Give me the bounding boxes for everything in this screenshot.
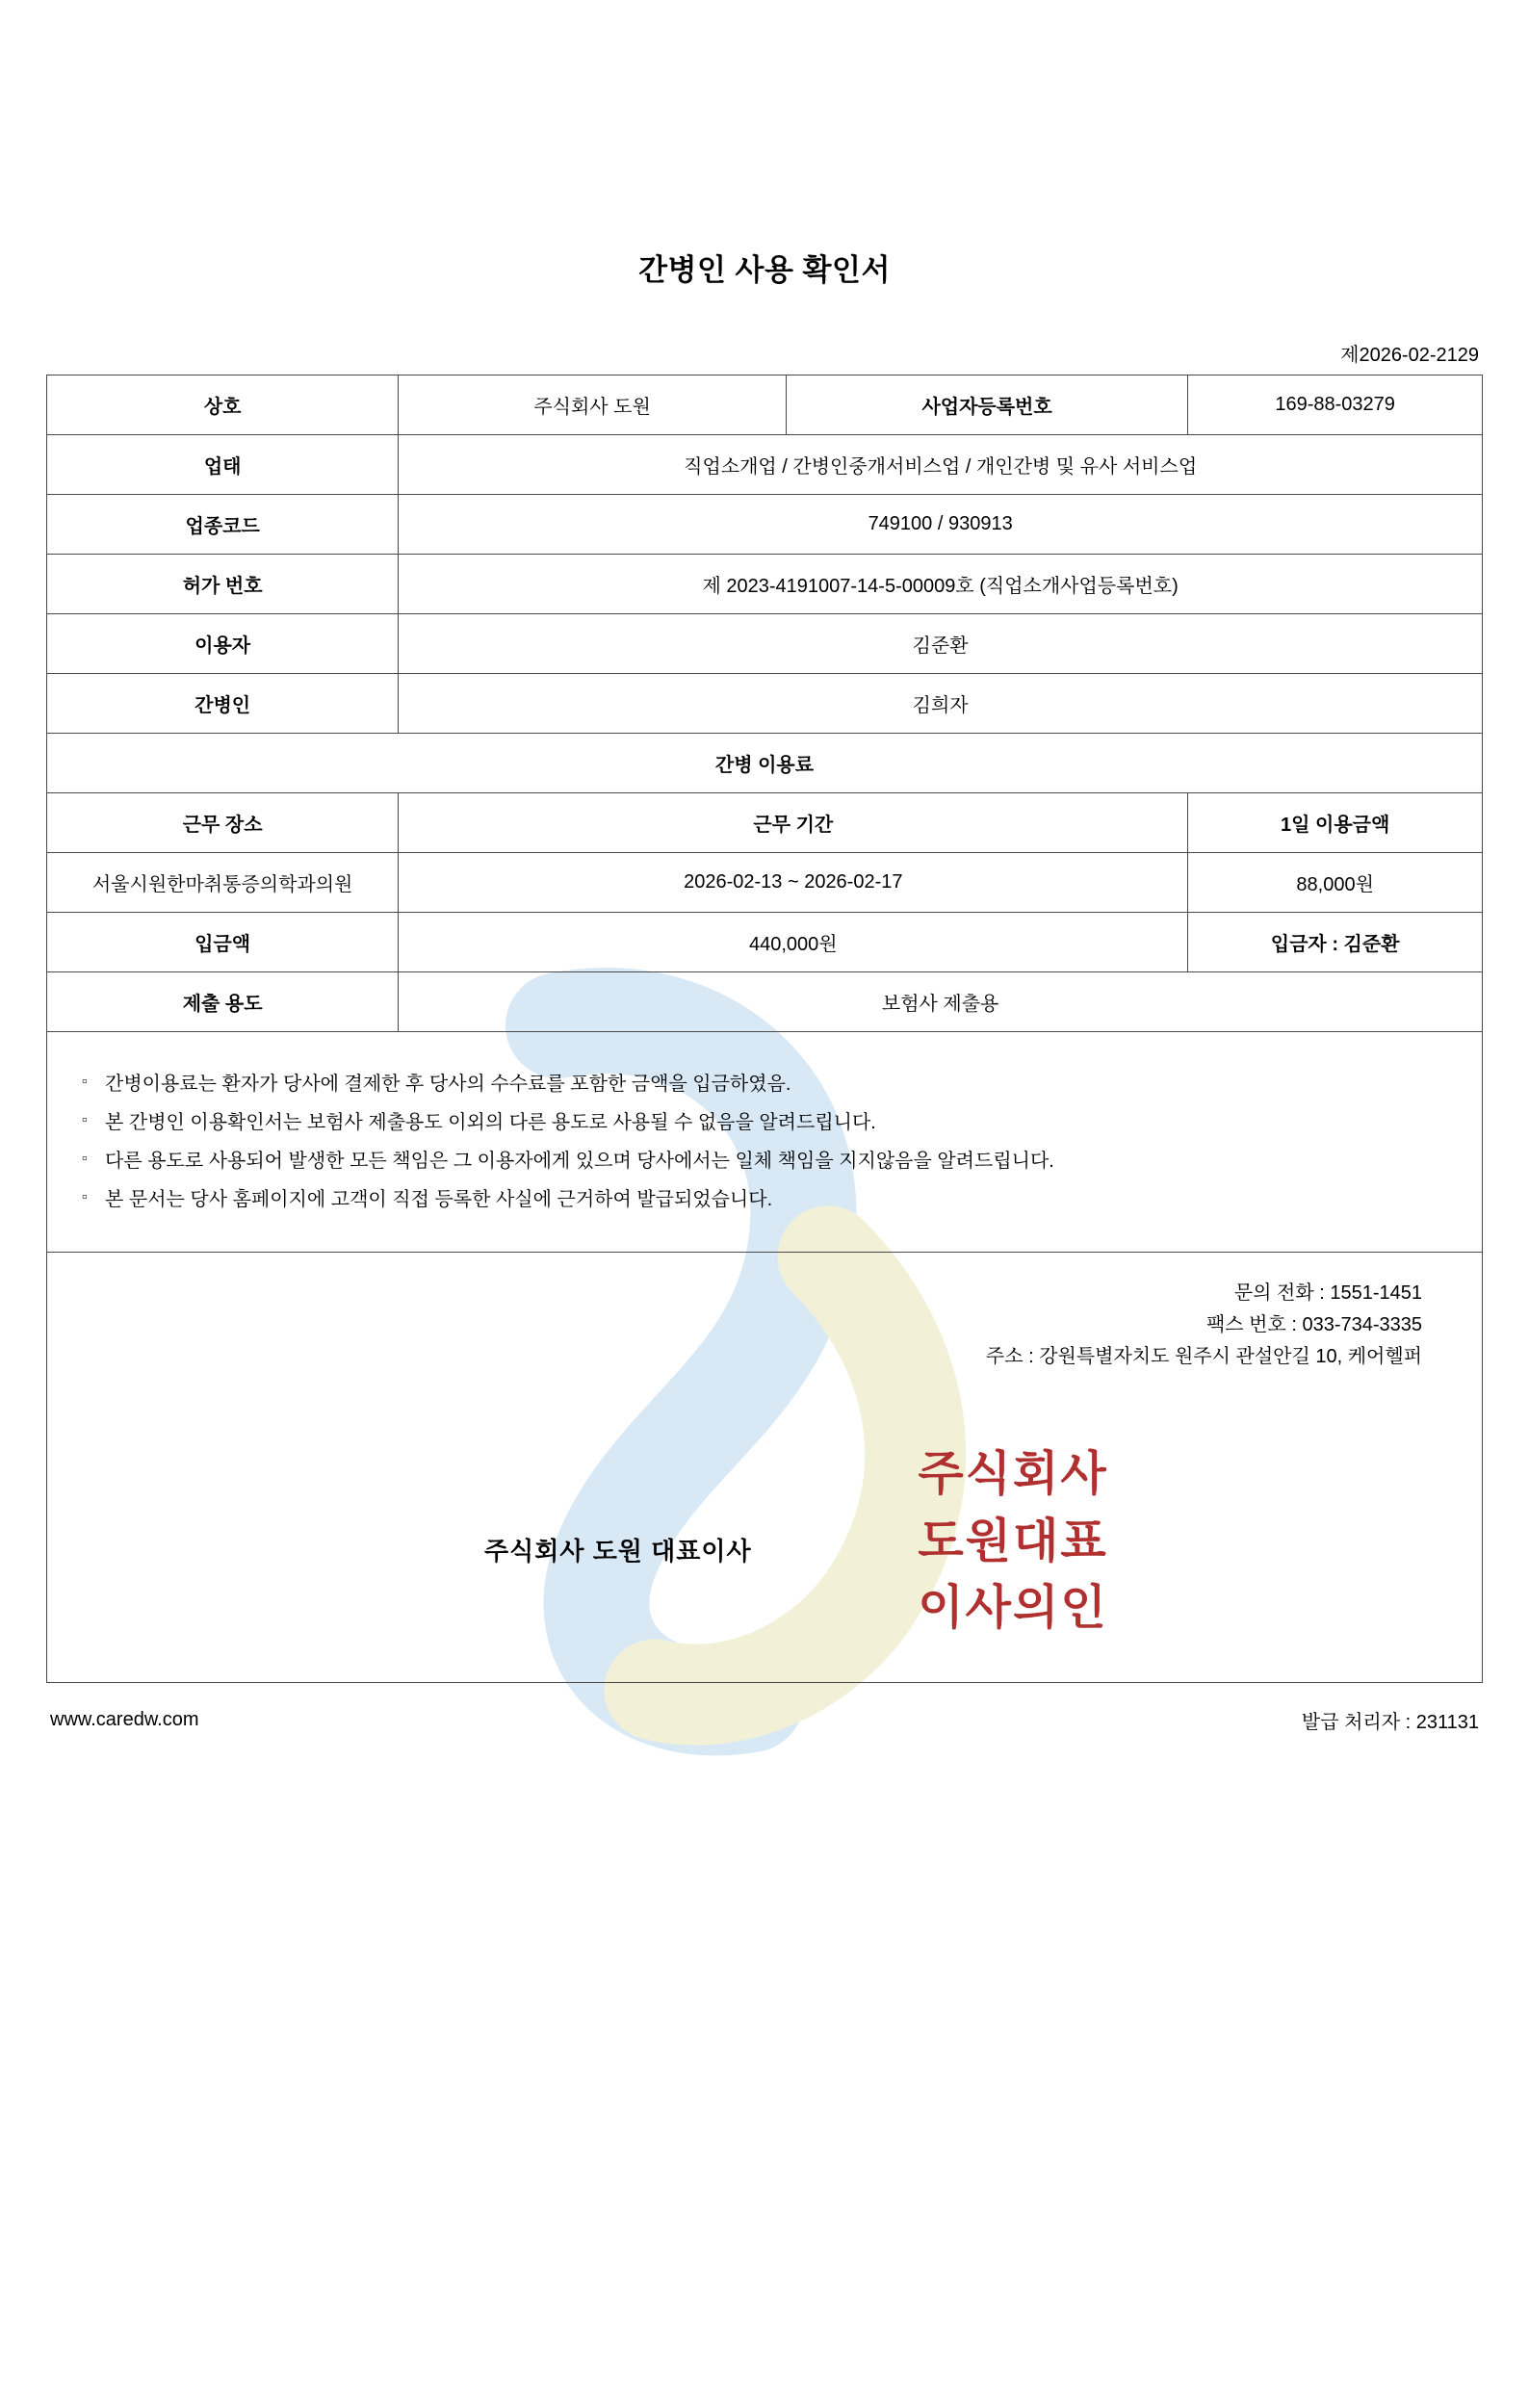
purpose-value: 보험사 제출용 — [399, 972, 1483, 1032]
row-label-company: 상호 — [47, 375, 399, 435]
purpose-label: 제출 용도 — [47, 972, 399, 1032]
row-label-industry: 업태 — [47, 435, 399, 495]
fee-header-place: 근무 장소 — [47, 793, 399, 853]
row-label-caregiver: 간병인 — [47, 674, 399, 734]
row-label-user: 이용자 — [47, 614, 399, 674]
signature-name: 주식회사 도원 대표이사 — [484, 1537, 752, 1566]
row-label-biznum: 사업자등록번호 — [786, 375, 1187, 435]
row-label-industry-code: 업종코드 — [47, 495, 399, 555]
company-seal-stamp — [898, 1431, 1127, 1650]
notes-list — [80, 1065, 1457, 1219]
row-value-biznum: 169-88-03279 — [1188, 375, 1483, 435]
fee-value-period: 2026-02-13 ~ 2026-02-17 — [399, 853, 1188, 913]
deposit-label: 입금액 — [47, 913, 399, 972]
notes-cell — [47, 1032, 1483, 1253]
purpose-row — [47, 972, 1483, 1032]
footer-website[interactable]: www.caredw.com — [50, 1709, 199, 1730]
certificate-table — [46, 375, 1483, 1683]
fee-value-row — [47, 853, 1483, 913]
row-label-license: 허가 번호 — [47, 555, 399, 614]
list-item: ▫ 간병이용료는 환자가 당사에 결제한 후 당사의 수수료를 포함한 금액을 입금하였음. — [80, 1065, 1457, 1103]
contact-phone: 문의 전화 : 1551-1451 — [1233, 1282, 1422, 1304]
stamp-line-3: 이사의인 — [918, 1579, 1108, 1635]
signature-block — [80, 1431, 1449, 1652]
fee-header-daily: 1일 이용금액 — [1188, 793, 1483, 853]
document-number: 제2026-02-2129 — [1340, 345, 1479, 366]
contact-block — [80, 1278, 1449, 1373]
table-row — [47, 555, 1483, 614]
fee-header-period: 근무 기간 — [399, 793, 1188, 853]
contact-signature-cell — [47, 1253, 1483, 1683]
row-value-user: 김준환 — [399, 614, 1483, 674]
stamp-line-2: 도원대표 — [918, 1513, 1108, 1568]
stamp-line-1: 주식회사 — [918, 1446, 1108, 1502]
table-row — [47, 375, 1483, 435]
page-title: 간병인 사용 확인서 — [638, 253, 891, 287]
document-page — [0, 246, 1529, 2408]
fee-value-place: 서울시원한마취통증의학과의원 — [47, 853, 399, 913]
fee-section-header-row — [47, 734, 1483, 793]
row-value-license: 제 2023-4191007-14-5-00009호 (직업소개사업등록번호) — [399, 555, 1483, 614]
contact-address: 주소 : 강원특별자치도 원주시 관설안길 10, 케어헬퍼 — [985, 1346, 1422, 1367]
table-row — [47, 674, 1483, 734]
notes-row — [47, 1032, 1483, 1253]
row-value-industry-code: 749100 / 930913 — [399, 495, 1483, 555]
row-value-caregiver: 김희자 — [399, 674, 1483, 734]
row-value-industry: 직업소개업 / 간병인중개서비스업 / 개인간병 및 유사 서비스업 — [399, 435, 1483, 495]
contact-fax: 팩스 번호 : 033-734-3335 — [1205, 1314, 1422, 1335]
fee-section-title: 간병 이용료 — [47, 734, 1483, 793]
page-footer — [46, 1683, 1483, 1734]
contact-signature-row — [47, 1253, 1483, 1683]
deposit-value: 440,000원 — [399, 913, 1188, 972]
row-value-company: 주식회사 도원 — [399, 375, 787, 435]
table-row — [47, 495, 1483, 555]
list-item: ▫ 본 간병인 이용확인서는 보험사 제출용도 이외의 다른 용도로 사용될 수 없음을 알려드립니다. — [80, 1103, 1457, 1142]
fee-header-row — [47, 793, 1483, 853]
footer-issuer: 발급 처리자 : 231131 — [1301, 1712, 1479, 1733]
list-item: ▫ 본 문서는 당사 홈페이지에 고객이 직접 등록한 사실에 근거하여 발급되었습니다. — [80, 1180, 1457, 1219]
depositor-name: 입금자 : 김준환 — [1188, 913, 1483, 972]
list-item: ▫ 다른 용도로 사용되어 발생한 모든 책임은 그 이용자에게 있으며 당사에서는 일체 책임을 지지않음을 알려드립니다. — [80, 1142, 1457, 1180]
deposit-row — [47, 913, 1483, 972]
table-row — [47, 614, 1483, 674]
fee-value-daily: 88,000원 — [1188, 853, 1483, 913]
table-row — [47, 435, 1483, 495]
